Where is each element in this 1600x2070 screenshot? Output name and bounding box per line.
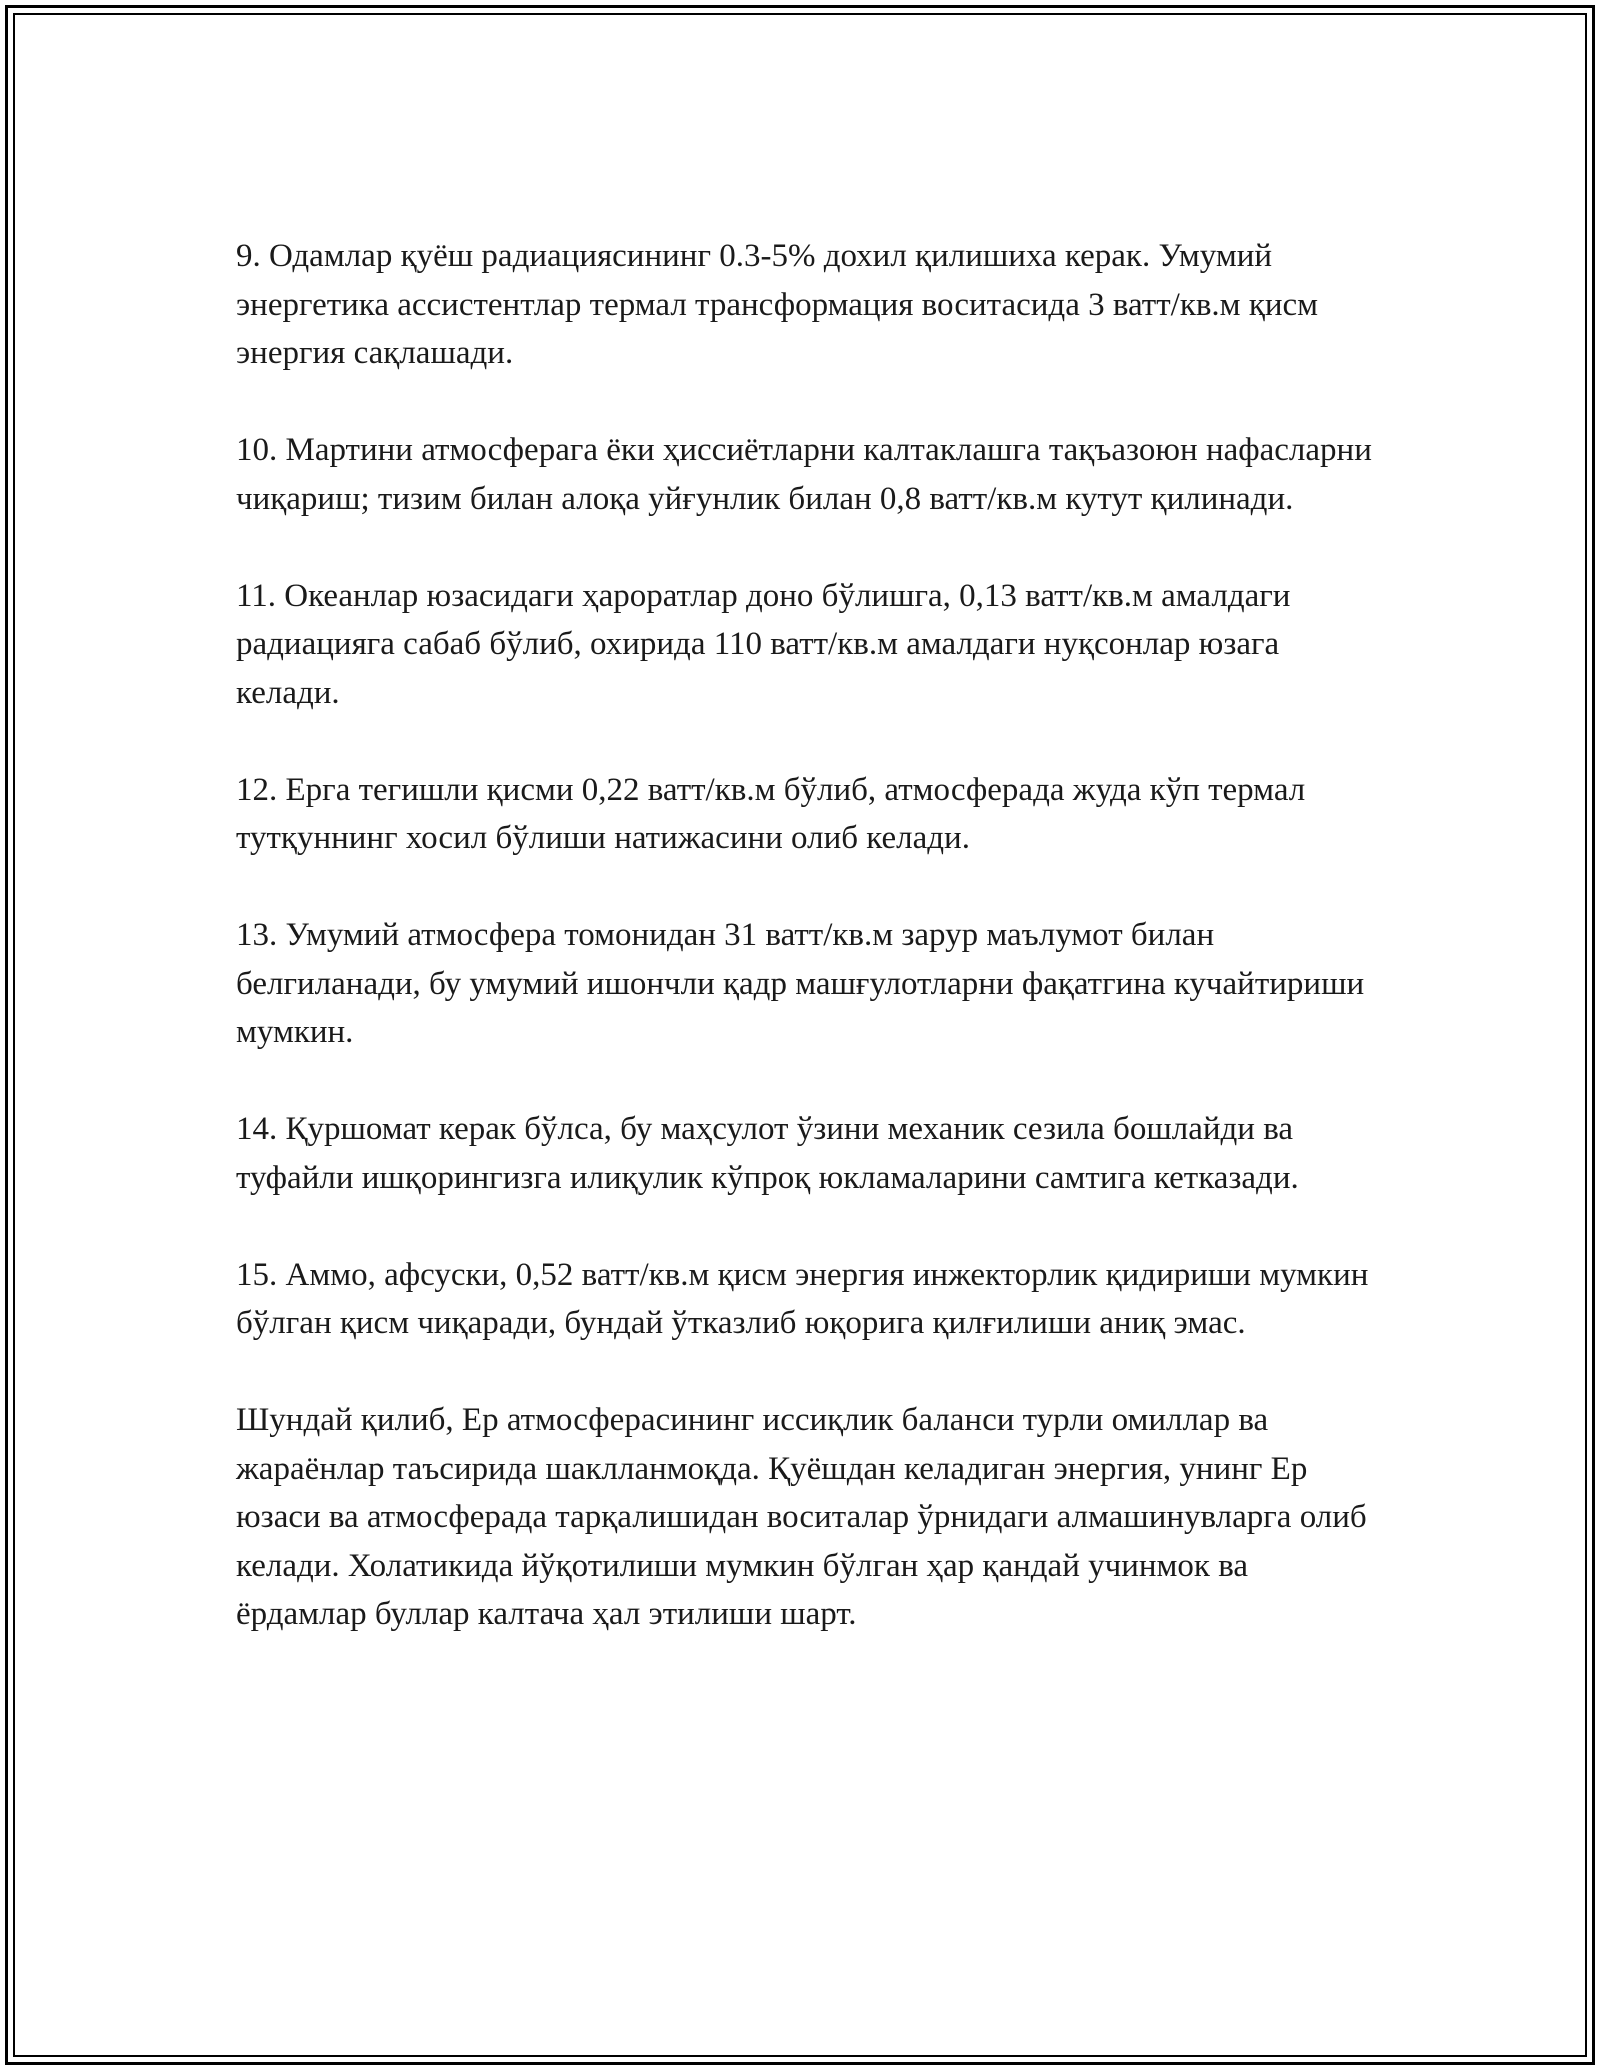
paragraph-conclusion: Шундай қилиб, Ер атмосферасининг иссиқлик баланси турли омиллар ва жараёнлар таъсирида шаклланмоқда. Қуёшдан келадиган энергия, унинг Ер юзаси ва атмосферада тарқалишидан воситалар ўрнидаги алмашинувларга олиб келади. Холатикида йўқотилиши мумкин бўлган ҳар қандай учинмок ва ёрдамлар буллар калтача ҳал этилиши шарт.: [236, 1402, 1367, 1632]
paragraph-item-9: 9. Одамлар қуёш радиациясининг 0.3-5% дохил қилишиха керак. Умумий энергетика ассистентлар термал трансформация воситасида 3 ватт/кв.м қисм энергия сақлашади.: [236, 238, 1319, 371]
document-body: [236, 232, 1376, 1639]
paragraph-item-13: 13. Умумий атмосфера томонидан 31 ватт/кв.м зарур маълумот билан белгиланади, бу умумий ишончли қадр машғулотларни фақатгина кучайтириши мумкин.: [236, 917, 1365, 1050]
paragraph-item-12: 12. Ерга тегишли қисми 0,22 ватт/кв.м бўлиб, атмосферада жуда кўп термал тутқуннинг хосил бўлиши натижасини олиб келади.: [236, 771, 1306, 856]
paragraph-item-15: 15. Аммо, афсуски, 0,52 ватт/кв.м қисм энергия инжекторлик қидириши мумкин бўлган қисм чиқаради, бундай ўтказлиб юқорига қилғилиши аниқ эмас.: [236, 1256, 1369, 1341]
paragraph-item-11: 11. Океанлар юзасидаги ҳароратлар доно бўлишга, 0,13 ватт/кв.м амалдаги радиацияга сабаб бўлиб, охирида 110 ватт/кв.м амалдаги нуқсонлар юзага келади.: [236, 577, 1291, 711]
paragraph-item-10: 10. Мартини атмосферага ёки ҳиссиётларни калтаклашга тақъазоюн нафасларни чиқариш; тизим билан алоқа уйғунлик билан 0,8 ватт/кв.м кутут қилинади.: [236, 432, 1372, 517]
paragraph-item-14: 14. Қуршомат керак бўлса, бу маҳсулот ўзини механик сезила бошлайди ва туфайли ишқорингизга илиқулик кўпроқ юкламаларини самтига кетказади.: [236, 1111, 1299, 1196]
